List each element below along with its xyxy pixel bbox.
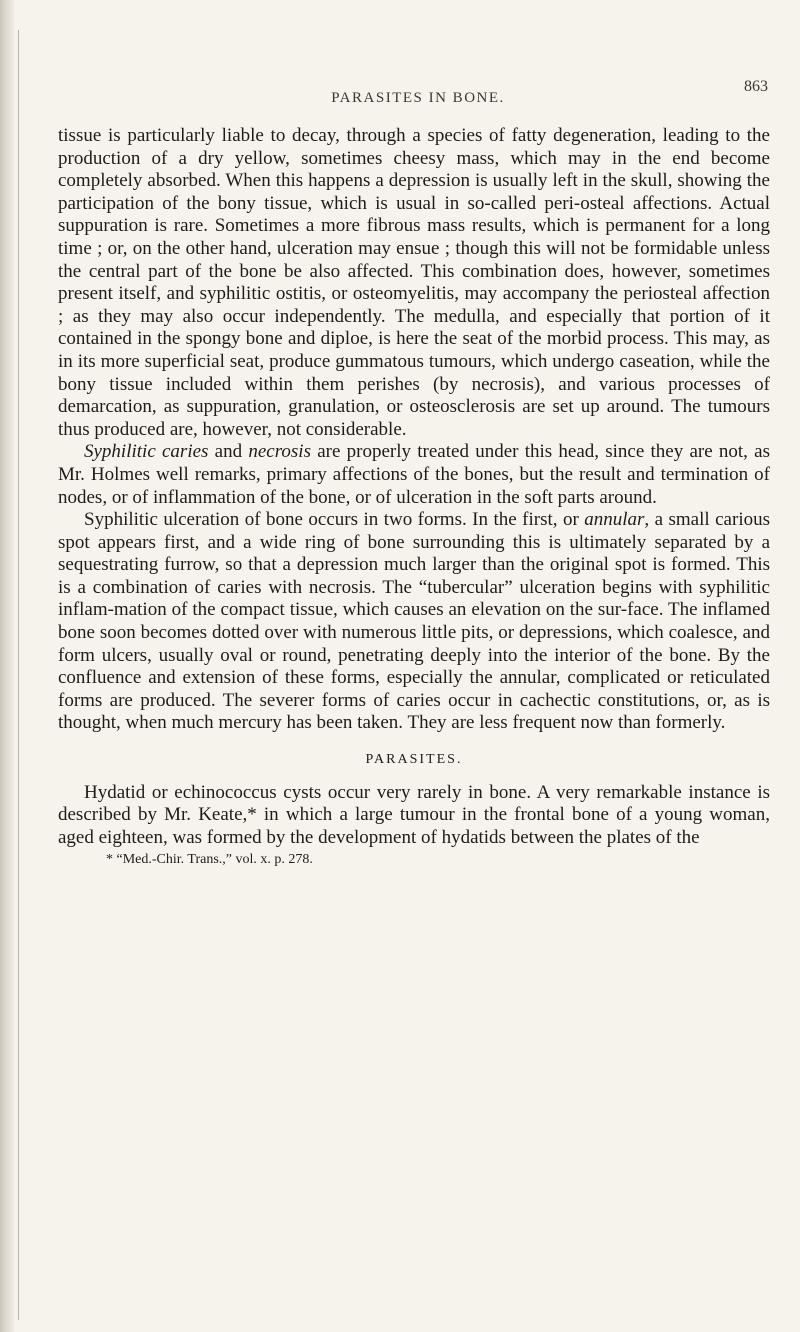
page-gutter-shadow bbox=[0, 0, 14, 1332]
paragraph-2-text: are properly treated under this head, since they are not, as Mr. Holmes well remarks, primary affections of the bones, but the result and termination of nodes, or of inflammation of the bone, or of ulceration in the soft parts around. bbox=[58, 441, 770, 508]
paragraph-2-and: and bbox=[208, 441, 249, 463]
paragraph-4: Hydatid or echinococcus cysts occur very rarely in bone. A very remarkable instance is described by Mr. Keate,* in which a large tumour in the frontal bone of a young woman, aged eighteen, was formed by the development of hydatids between the plates of the bbox=[58, 781, 770, 848]
binding-edge bbox=[18, 30, 19, 1320]
paragraph-3 bbox=[58, 509, 770, 735]
paragraph-3-start: Syphilitic ulceration of bone occurs in two forms. In the first, or bbox=[84, 509, 585, 531]
paragraph-3-text: , a small carious spot appears first, and a wide ring of bone surrounding this is ultimately separated by a sequestrating furrow, so that a depression much larger than the original spot is formed. This is a combination of caries with necrosis. The “tubercular” ulceration begins with syphilitic inflam-mation of the compact tissue, which causes an elevation on the sur-face. The inflamed bone soon becomes dotted over with numerous little pits, or depressions, which coalesce, and form ulcers, usually oval or round, penetrating deeply into the interior of the bone. By the confluence and extension of these forms, especially the annular, complicated or reticulated forms are produced. The severer forms of caries occur in cachectic constitutions, or, as is thought, when much mercury has been taken. They are less frequent now than formerly. bbox=[58, 509, 770, 734]
paragraph-1: tissue is particularly liable to decay, through a species of fatty degeneration, leading to the production of a dry yellow, sometimes cheesy mass, which may in the end become completely absorbed. When this happens a depression is usually left in the skull, showing the participation of the bony tissue, which is usual in so-called peri-osteal affections. Actual suppuration is rare. Sometimes a more fibrous mass results, which is permanent for a long time ; or, on the other hand, ulceration may ensue ; though this will not be formidable unless the central part of the bone be also affected. This combination does, however, sometimes present itself, and syphilitic ostitis, or osteomyelitis, may accompany the periosteal affection ; as they may also occur independently. The medulla, and especially that portion of it contained in the spongy bone and diploe, is here the seat of the morbid process. This may, as in its more superficial seat, produce gummatous tumours, which undergo caseation, while the bony tissue included within them perishes (by necrosis), and various processes of demarcation, as suppuration, granulation, or osteosclerosis are set up around. The tumours thus produced are, however, not considerable. bbox=[58, 125, 770, 440]
page-number: 863 bbox=[744, 78, 768, 95]
footnote: * “Med.-Chir. Trans.,” vol. x. p. 278. bbox=[106, 852, 313, 868]
section-heading: PARASITES. bbox=[365, 752, 463, 768]
running-title: PARASITES IN BONE. bbox=[331, 90, 505, 106]
italic-term-annular: annular bbox=[584, 509, 645, 531]
italic-term-necrosis: necrosis bbox=[248, 441, 311, 463]
paragraph-2 bbox=[58, 441, 770, 509]
running-head bbox=[68, 78, 768, 120]
page-body bbox=[58, 125, 770, 869]
italic-term-syphilitic-caries: Syphilitic caries bbox=[84, 441, 209, 463]
